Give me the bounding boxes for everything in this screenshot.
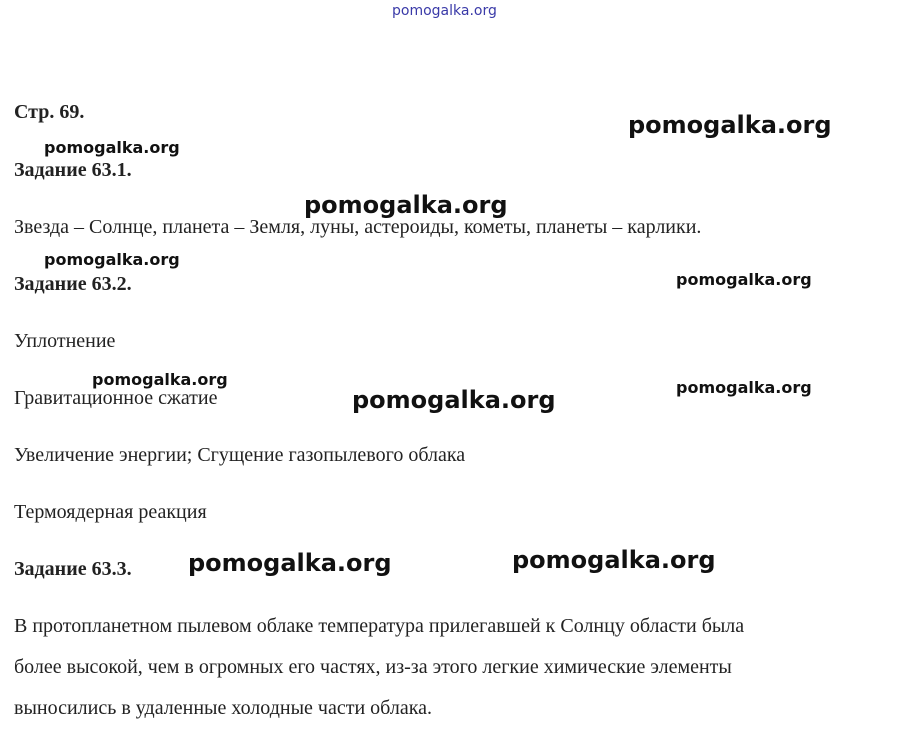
watermark: pomogalka.org bbox=[352, 386, 556, 414]
watermark: pomogalka.org bbox=[188, 549, 392, 577]
task-63-3-line-2: более высокой, чем в огромных его частях, из-за этого легкие химические элементы bbox=[14, 656, 732, 678]
task-63-2-step-3: Увеличение энергии; Сгущение газопылевого облака bbox=[14, 444, 466, 466]
page-reference: Стр. 69. bbox=[14, 101, 85, 123]
task-63-2-step-4: Термоядерная реакция bbox=[14, 501, 207, 523]
task-63-2-step-1: Уплотнение bbox=[14, 330, 116, 352]
task-63-2-step-2: Гравитационное сжатие bbox=[14, 387, 218, 409]
task-63-3-line-1: В протопланетном пылевом облаке температура прилегавшей к Солнцу области была bbox=[14, 615, 745, 637]
watermark: pomogalka.org bbox=[628, 111, 832, 139]
watermark: pomogalka.org bbox=[44, 250, 180, 269]
task-63-1-title: Задание 63.1. bbox=[14, 159, 132, 181]
watermark: pomogalka.org bbox=[44, 138, 180, 157]
task-63-2-title: Задание 63.2. bbox=[14, 273, 132, 295]
watermark: pomogalka.org bbox=[676, 270, 812, 289]
watermark: pomogalka.org bbox=[512, 546, 716, 574]
site-link[interactable]: pomogalka.org bbox=[392, 3, 497, 19]
watermark: pomogalka.org bbox=[304, 191, 508, 219]
task-63-3-answer bbox=[14, 606, 894, 729]
watermark: pomogalka.org bbox=[92, 370, 228, 389]
watermark: pomogalka.org bbox=[676, 378, 812, 397]
task-63-1-answer: Звезда – Солнце, планета – Земля, луны, астероиды, кометы, планеты – карлики. bbox=[14, 216, 702, 238]
task-63-3-title: Задание 63.3. bbox=[14, 558, 132, 580]
task-63-3-line-3: выносились в удаленные холодные части облака. bbox=[14, 697, 432, 719]
